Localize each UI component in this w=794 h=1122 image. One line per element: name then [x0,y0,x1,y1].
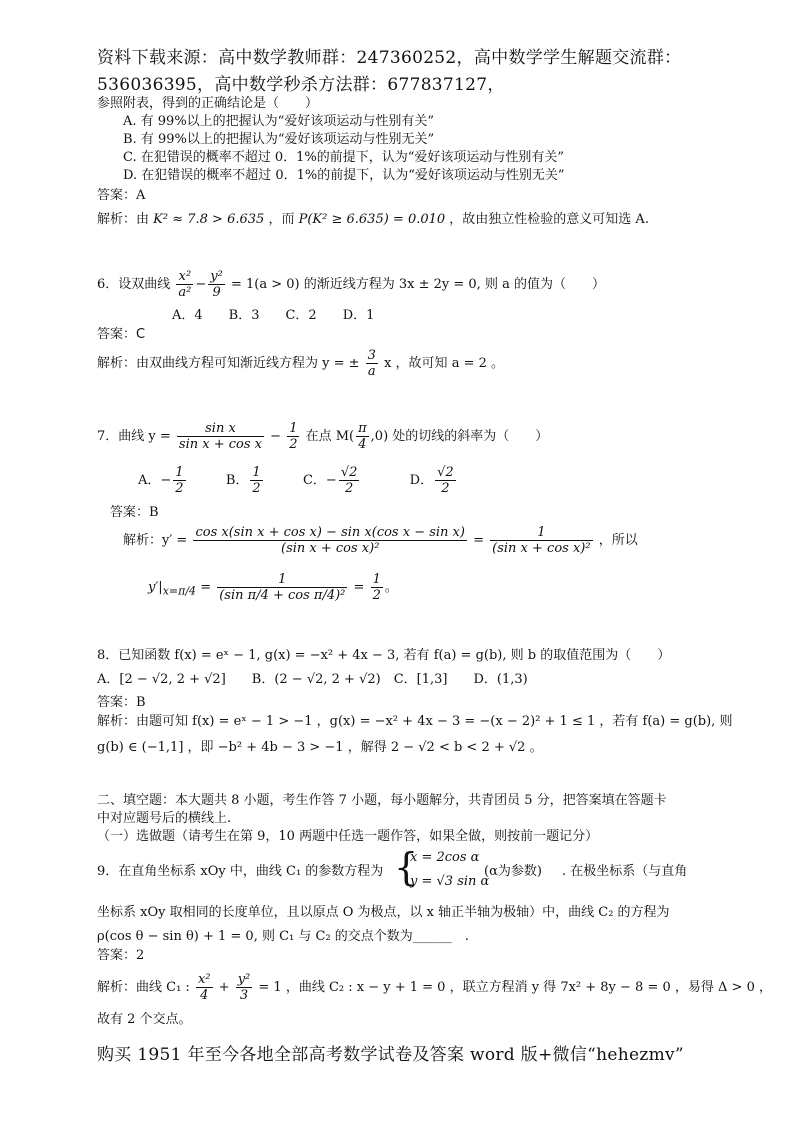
q9-stem-line-3: ρ(cos θ − sin θ) + 1 = 0, 则 C₁ 与 C₂ 的交点个数为______ . [97,929,469,944]
q5-analysis [97,212,649,228]
q9-frac2-den: 3 [239,988,249,1003]
q7-analysis-den-2: (sin x + cos x)² [492,541,591,556]
q5-analysis-math-2: P(K² ≥ 6.635) = 0.010 [298,212,446,227]
q7-line2-frac [217,572,347,603]
q6-analysis [97,347,504,381]
q7-option-d [409,465,458,496]
q7-stem-mid: 在点 M( [305,429,355,444]
q7-option-d-den: 2 [441,481,450,496]
q7-analysis-suffix: ，所以 [598,533,638,548]
q6-afrac-den: a [367,364,376,379]
q8-analysis-line-2: g(b) ∈ (−1,1] ，即 −b² + 4b − 3 > −1 ，解得 2 − √2 < b < 2 + √2 。 [97,740,543,755]
q9-analysis-line-1 [97,971,772,1005]
q7-analysis-prefix: 解析：y′ = [123,533,188,548]
q6-answer: 答案：C [97,327,146,342]
q7-option-a-den: 2 [175,481,184,496]
q7-analysis-den-1: (sin x + cos x)² [281,541,380,556]
q9-stem-prefix: 9．在直角坐标系 xOy 中，曲线 C₁ 的参数方程为 [97,864,384,879]
q7-option-a-label: A．− [138,473,172,488]
q5-option-c: C. 在犯错误的概率不超过 0．1%的前提下，认为“爱好该项运动与性别有关” [123,150,565,165]
q7-line2-end: 。 [384,580,398,595]
q7-line2-eq: = [200,580,212,595]
q7-option-b-frac [250,465,262,496]
q6-stem-suffix: = 1(a > 0) 的渐近线方程为 3x ± 2y = 0, 则 a 的值为（ ） [231,277,605,292]
q6-stem: 6．设双曲线 $\frac{\text{x²}}{\text{a²}}$ − $\frac{\text{y²}}{9}$ = 1(a > 0) 的渐近线方程为 3x ± 2y = 0, 则 a 的值为（ ） [97,269,605,300]
q8-analysis-line-1: 解析：由题可知 f(x) = eˣ − 1 > −1 ，g(x) = −x² + 4x − 3 = −(x − 2)² + 1 ≤ 1 ，若有 f(a) = g(b), 则 [97,714,733,729]
q5-analysis-math-1: K² ≈ 7.8 > 6.635 [153,212,265,227]
q7-answer: 答案：B [110,505,159,520]
q7-option-d-num: √2 [437,465,454,480]
q9-frac1-num: x² [197,972,211,987]
q7-line2-result-den: 2 [372,588,381,603]
q7-line2-eq-2: = [353,580,365,595]
q7-option-d-label: D． [409,473,434,488]
q5-answer: 答案：A [97,188,146,203]
q7-frac2-den: 2 [289,437,298,452]
q7-option-c [302,465,361,496]
q9-stem-suffix: . 在极坐标系（与直角 [562,864,688,879]
q7-analysis-line-1 [123,523,638,559]
q7-option-c-den: 2 [344,481,354,496]
q6-frac1-num: x² [176,269,193,285]
q7-option-b [225,465,265,496]
q7-analysis-num-2: 1 [490,525,592,541]
q9-system-eq-1: x = 2cos α [410,850,480,865]
q7-pi-den: 4 [358,437,367,452]
q9-frac2-num: y² [237,972,251,987]
q7-frac2-num: 1 [289,421,298,436]
q9-analysis-line-2: 故有 2 个交点。 [97,1012,192,1027]
q7-analysis-frac-2 [490,525,592,556]
q7-frac1-den: sin x + cos x [178,437,262,452]
q9-analysis-frac-2 [236,972,253,1003]
q7-line2-result-num: 1 [372,572,381,587]
q6-options: A．4 B．3 C．2 D．1 [172,308,375,323]
q7-options [138,464,458,498]
section-2-heading-cont: 中对应题号后的横线上. [97,811,232,826]
q6-fraction-x [176,269,193,300]
header-line-2: 536036395，高中数学秒杀方法群：677837127， [97,75,505,95]
q8-options: A．[2 − √2, 2 + √2] B．(2 − √2, 2 + √2) C．[1,3] D．(1,3) [97,672,528,687]
q7-option-a [138,465,188,496]
q7-option-c-num: √2 [340,465,358,480]
section-2-heading: 二、填空题：本大题共 8 小题，考生作答 7 小题，每小题解分，共青团员 5 分，把答案填在答题卡 [97,793,667,808]
q7-fraction-main [177,421,264,452]
q7-analysis-frac-1 [193,525,466,556]
q6-fraction-y [208,269,225,300]
q5-option-a: A. 有 99%以上的把握认为“爱好该项运动与性别有关” [123,114,434,129]
q7-option-a-frac [173,465,185,496]
q5-analysis-middle: ，而 [268,212,295,227]
q9-answer: 答案：2 [97,948,145,963]
q9-analysis-plus: + [218,980,230,995]
header-line-1: 资料下载来源：高中数学教师群：247360252，高中数学学生解题交流群： [97,48,682,68]
q6-analysis-fraction [366,348,378,379]
q9-analysis-suffix: = 1 ，曲线 C₂ : x − y + 1 = 0 ，联立方程消 y 得 7x² + 8y − 8 = 0 ，易得 Δ > 0 ， [258,980,772,995]
q6-afrac-num: 3 [367,348,376,363]
q7-line2-den: (sin π/4 + cos π/4)² [219,588,346,603]
q9-frac1-den: 4 [200,988,209,1003]
q5-option-b: B. 有 99%以上的把握认为“爱好该项运动与性别无关” [123,132,435,147]
q6-frac1-den: a² [178,285,192,300]
section-2-subheading: （一）选做题（请考生在第 9，10 两题中任选一题作答，如果全做，则按前一题记分） [97,829,599,844]
q9-brace: { [394,845,419,889]
q6-analysis-prefix: 解析：由双曲线方程可知渐近线方程为 y = ± [97,356,360,371]
q7-option-c-label: C．− [302,473,337,488]
q7-stem-prefix: 7．曲线 y = [97,429,171,444]
q7-analysis-line-2 [148,568,398,612]
q7-fraction-half [287,421,299,452]
q7-line2-num: 1 [217,572,347,588]
q5-option-d: D. 在犯错误的概率不超过 0．1%的前提下，认为“爱好该项运动与性别无关” [123,168,565,183]
q7-stem [97,420,548,454]
q7-option-b-den: 2 [252,481,261,496]
q6-analysis-suffix: x ，故可知 a = 2 。 [384,356,505,371]
q8-stem: 8．已知函数 f(x) = eˣ − 1, g(x) = −x² + 4x − 3, 若有 f(a) = g(b), 则 b 的取值范围为（ ） [97,648,671,663]
q9-system-eq-2: y = √3 sin α [410,874,490,889]
q9-parameter-note: (α为参数) [484,864,542,879]
q7-analysis-eq: = [473,533,484,548]
q9-analysis-frac-1 [196,972,213,1003]
q7-stem-suffix: ,0) 处的切线的斜率为（ ） [370,429,549,444]
q7-derivative-label: y′| [148,580,163,595]
q7-analysis-num-1: cos x(sin x + cos x) − sin x(cos x − sin x) [195,525,465,540]
q7-option-c-frac [339,465,360,496]
q7-option-b-label: B． [225,473,249,488]
q8-answer: 答案：B [97,695,146,710]
q7-pi-num: π [358,421,367,436]
q7-option-b-num: 1 [252,465,261,480]
q6-stem-prefix: 6．设双曲线 [97,277,171,292]
q7-minus: − [270,429,282,444]
q7-fraction-pi [356,421,369,452]
q7-line2-result [371,572,383,603]
q5-analysis-suffix: ，故由独立性检验的意义可知选 A. [449,212,649,227]
q6-frac2-den: 9 [212,285,221,300]
q5-stem: 参照附表，得到的正确结论是（ ） [97,96,319,111]
q5-analysis-prefix: 解析：由 [97,212,150,227]
q7-derivative-subscript: x=π/4 [162,584,197,598]
q6-frac2-num: y² [210,269,223,284]
footer-advert: 购买 1951 年至今各地全部高考数学试卷及答案 word 版+微信“hehezmv” [97,1045,684,1065]
q7-option-a-num: 1 [175,465,184,480]
q9-analysis-prefix: 解析：曲线 C₁ : [97,980,190,995]
q7-frac1-num: sin x [177,421,264,437]
q9-stem-line-2: 坐标系 xOy 取相同的长度单位，且以原点 O 为极点，以 x 轴正半轴为极轴）中，曲线 C₂ 的方程为 [97,905,670,920]
q7-option-d-frac [435,465,456,496]
